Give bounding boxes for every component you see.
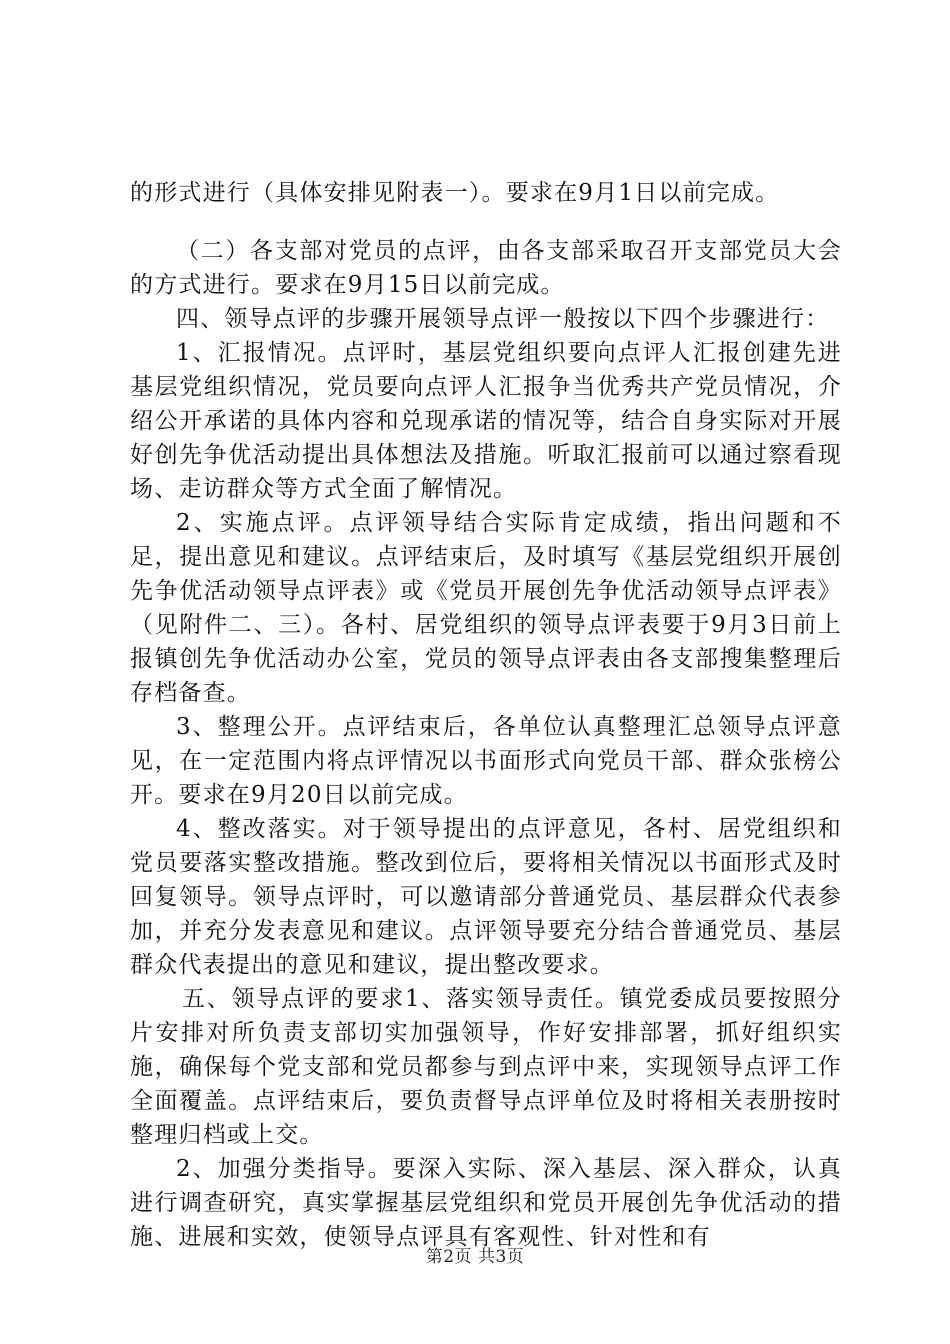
paragraph-step-report: 1、汇报情况。点评时，基层党组织要向点评人汇报创建先进基层党组织情况，党员要向点评人汇报争当优秀共产党员情况，介绍公开承诺的具体内容和兑现承诺的情况等，结合自身实际对开展好创先争优活动提出具体想法及措施。听取汇报前可以通过察看现场、走访群众等方式全面了解情况。 <box>130 340 842 502</box>
paragraph-step-publish: 3、整理公开。点评结束后，各单位认真整理汇总领导点评意见，在一定范围内将点评情况以书面形式向党员干部、群众张榜公开。要求在9月20日以前完成。 <box>130 714 842 808</box>
paragraph-step-evaluate: 2、实施点评。点评领导结合实际肯定成绩，指出问题和不足，提出意见和建议。点评结束后，及时填写《基层党组织开展创先争优活动领导点评表》或《党员开展创先争优活动领导点评表》（见附件二、三）。各村、居党组织的领导点评表要于9月3日前上报镇创先争优活动办公室，党员的领导点评表由各支部搜集整理后存档备查。 <box>130 510 842 706</box>
document-body <box>130 176 842 1254</box>
paragraph-guidance: 2、加强分类指导。要深入实际、深入基层、深入群众，认真进行调查研究，真实掌握基层党组织和党员开展创先争优活动的措施、进展和实效，使领导点评具有客观性、针对性和有 <box>130 1156 842 1250</box>
section-heading-requirements: 五、领导点评的要求1、落实领导责任。镇党委成员要按照分片安排对所负责支部切实加强领导，作好安排部署，抓好组织实施，确保每个党支部和党员都参与到点评中来，实现领导点评工作全面覆盖。点评结束后，要负责督导点评单位及时将相关表册按时整理归档或上交。 <box>130 986 842 1148</box>
page-number: 第2页 共3页 <box>425 1247 525 1267</box>
paragraph-continuation: 的形式进行（具体安排见附表一）。要求在9月1日以前完成。 <box>130 180 780 206</box>
section-heading-steps: 四、领导点评的步骤开展领导点评一般按以下四个步骤进行： <box>176 306 830 332</box>
paragraph-step-rectify: 4、整改落实。对于领导提出的点评意见，各村、居党组织和党员要落实整改措施。整改到位后，要将相关情况以书面形式及时回复领导。领导点评时，可以邀请部分普通党员、基层群众代表参加，并充分发表意见和建议。点评领导要充分结合普通党员、基层群众代表提出的意见和建议，提出整改要求。 <box>130 816 842 978</box>
paragraph-branch-evaluation: （二）各支部对党员的点评，由各支部采取召开支部党员大会的方式进行。要求在9月15日以前完成。 <box>130 238 842 298</box>
